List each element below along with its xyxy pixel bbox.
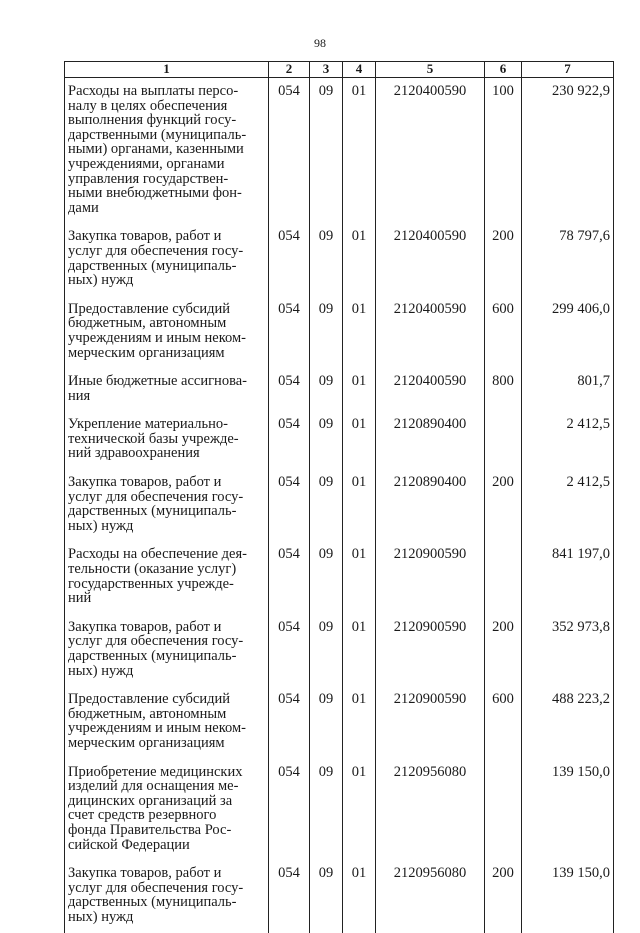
description-line: ных) нужд (68, 272, 134, 289)
subsection-code: 01 (343, 368, 376, 411)
description-line: ными) органами, казенными (68, 141, 244, 158)
description-line: Закупка товаров, работ и (68, 618, 222, 635)
target-article-code: 2120900590 (376, 686, 485, 758)
description-line: Закупка товаров, работ и (68, 228, 222, 245)
subsection-code: 01 (343, 296, 376, 368)
table-row (65, 411, 614, 469)
description-line: дарственными (муниципаль- (68, 126, 247, 143)
description-line: мерческим организациям (68, 344, 225, 361)
description-line: мерческим организациям (68, 734, 225, 751)
ministry-code: 054 (269, 541, 310, 613)
amount-value: 841 197,0 (522, 541, 614, 613)
target-article-code: 2120900590 (376, 614, 485, 686)
description-line: Иные бюджетные ассигнова- (68, 373, 247, 390)
target-article-code: 2120400590 (376, 78, 485, 224)
description-line: учреждениям и иным неком- (68, 329, 246, 346)
target-article-code: 2120400590 (376, 368, 485, 411)
section-code: 09 (310, 223, 343, 295)
section-code: 09 (310, 541, 343, 613)
subsection-code: 01 (343, 78, 376, 224)
subsection-code: 01 (343, 686, 376, 758)
expense-type-code (485, 541, 522, 613)
description-line: счет средств резервного (68, 807, 217, 824)
description-line: услуг для обеспечения госу- (68, 242, 244, 259)
table-row (65, 759, 614, 861)
expense-description (65, 78, 269, 224)
description-line: Закупка товаров, работ и (68, 474, 222, 491)
description-line: ными внебюджетными фон- (68, 185, 242, 202)
budget-table (64, 61, 614, 933)
description-line: учреждениями, органами (68, 155, 225, 172)
description-line: управления государствен- (68, 170, 229, 187)
description-line: учреждениям и иным неком- (68, 720, 246, 737)
table-row (65, 614, 614, 686)
description-line: услуг для обеспечения госу- (68, 633, 244, 650)
amount-value: 2 412,5 (522, 411, 614, 469)
description-line: ных) нужд (68, 662, 134, 679)
ministry-code: 054 (269, 759, 310, 861)
ministry-code: 054 (269, 614, 310, 686)
expense-type-code: 600 (485, 296, 522, 368)
subsection-code: 01 (343, 541, 376, 613)
section-code: 09 (310, 759, 343, 861)
table-row (65, 78, 614, 224)
expense-type-code: 800 (485, 368, 522, 411)
subsection-code: 01 (343, 860, 376, 932)
expense-type-code (485, 411, 522, 469)
amount-value: 299 406,0 (522, 296, 614, 368)
description-line: Расходы на выплаты персо- (68, 83, 239, 99)
section-code: 09 (310, 296, 343, 368)
description-line: ний (68, 590, 92, 607)
expense-type-code: 200 (485, 469, 522, 541)
header-col-4: 4 (343, 62, 376, 78)
amount-value: 352 973,8 (522, 614, 614, 686)
amount-value: 488 223,2 (522, 686, 614, 758)
description-line: услуг для обеспечения госу- (68, 879, 244, 896)
section-code: 09 (310, 469, 343, 541)
expense-description (65, 614, 269, 686)
description-line: бюджетным, автономным (68, 705, 227, 722)
description-line: бюджетным, автономным (68, 315, 227, 332)
target-article-code: 2120956080 (376, 860, 485, 932)
header-col-2: 2 (269, 62, 310, 78)
header-col-1: 1 (65, 62, 269, 78)
description-line: ных) нужд (68, 517, 134, 534)
target-article-code: 2120956080 (376, 759, 485, 861)
ministry-code: 054 (269, 469, 310, 541)
expense-description (65, 759, 269, 861)
expense-description (65, 541, 269, 613)
description-line: дами (68, 199, 99, 216)
expense-description (65, 860, 269, 932)
expense-type-code: 100 (485, 78, 522, 224)
subsection-code: 01 (343, 411, 376, 469)
header-col-3: 3 (310, 62, 343, 78)
table-row (65, 296, 614, 368)
expense-description (65, 368, 269, 411)
subsection-code: 01 (343, 614, 376, 686)
ministry-code: 054 (269, 296, 310, 368)
table-row (65, 541, 614, 613)
expense-type-code: 200 (485, 860, 522, 932)
ministry-code: 054 (269, 411, 310, 469)
expense-description (65, 411, 269, 469)
section-code: 09 (310, 368, 343, 411)
description-line: Расходы на обеспечение дея- (68, 546, 247, 563)
target-article-code: 2120400590 (376, 223, 485, 295)
header-col-5: 5 (376, 62, 485, 78)
description-line: дарственных (муниципаль- (68, 257, 237, 274)
amount-value: 801,7 (522, 368, 614, 411)
amount-value: 139 150,0 (522, 759, 614, 861)
expense-type-code (485, 759, 522, 861)
description-line: изделий для оснащения ме- (68, 778, 239, 795)
description-line: ния (68, 387, 91, 404)
description-line: технической базы учрежде- (68, 430, 239, 447)
page-number: 98 (314, 36, 326, 50)
expense-type-code: 200 (485, 614, 522, 686)
ministry-code: 054 (269, 223, 310, 295)
amount-value: 2 412,5 (522, 469, 614, 541)
description-line: тельности (оказание услуг) (68, 561, 237, 578)
ministry-code: 054 (269, 686, 310, 758)
description-line: фонда Правительства Рос- (68, 821, 232, 838)
ministry-code: 054 (269, 368, 310, 411)
description-line: налу в целях обеспечения (68, 97, 228, 114)
description-line: услуг для обеспечения госу- (68, 488, 244, 505)
table-row (65, 686, 614, 758)
header-col-6: 6 (485, 62, 522, 78)
subsection-code: 01 (343, 759, 376, 861)
description-line: выполнения функций госу- (68, 112, 237, 129)
amount-value: 230 922,9 (522, 78, 614, 224)
table-row (65, 223, 614, 295)
table-header-row (65, 62, 614, 78)
description-line: Укрепление материально- (68, 416, 228, 433)
target-article-code: 2120400590 (376, 296, 485, 368)
description-line: дицинских организаций за (68, 792, 233, 809)
ministry-code: 054 (269, 860, 310, 932)
expense-description (65, 296, 269, 368)
description-line: дарственных (муниципаль- (68, 648, 237, 664)
table-row (65, 469, 614, 541)
expense-description (65, 686, 269, 758)
description-line: дарственных (муниципаль- (68, 894, 237, 911)
subsection-code: 01 (343, 223, 376, 295)
expense-description (65, 469, 269, 541)
target-article-code: 2120890400 (376, 411, 485, 469)
expense-description (65, 223, 269, 295)
target-article-code: 2120900590 (376, 541, 485, 613)
table-body (65, 78, 614, 933)
description-line: Закупка товаров, работ и (68, 865, 222, 882)
expense-type-code: 600 (485, 686, 522, 758)
section-code: 09 (310, 614, 343, 686)
amount-value: 78 797,6 (522, 223, 614, 295)
section-code: 09 (310, 686, 343, 758)
description-line: Приобретение медицинских (68, 763, 243, 780)
expense-type-code: 200 (485, 223, 522, 295)
section-code: 09 (310, 411, 343, 469)
description-line: Предоставление субсидий (68, 300, 231, 317)
amount-value: 139 150,0 (522, 860, 614, 932)
section-code: 09 (310, 78, 343, 224)
section-code: 09 (310, 860, 343, 932)
description-line: ний здравоохранения (68, 445, 200, 462)
subsection-code: 01 (343, 469, 376, 541)
table-row (65, 860, 614, 932)
table-row (65, 368, 614, 411)
description-line: дарственных (муниципаль- (68, 503, 237, 520)
description-line: государственных учрежде- (68, 575, 234, 592)
description-line: ных) нужд (68, 908, 134, 925)
header-col-7: 7 (522, 62, 614, 78)
target-article-code: 2120890400 (376, 469, 485, 541)
ministry-code: 054 (269, 78, 310, 224)
description-line: сийской Федерации (68, 836, 190, 853)
description-line: Предоставление субсидий (68, 691, 231, 708)
